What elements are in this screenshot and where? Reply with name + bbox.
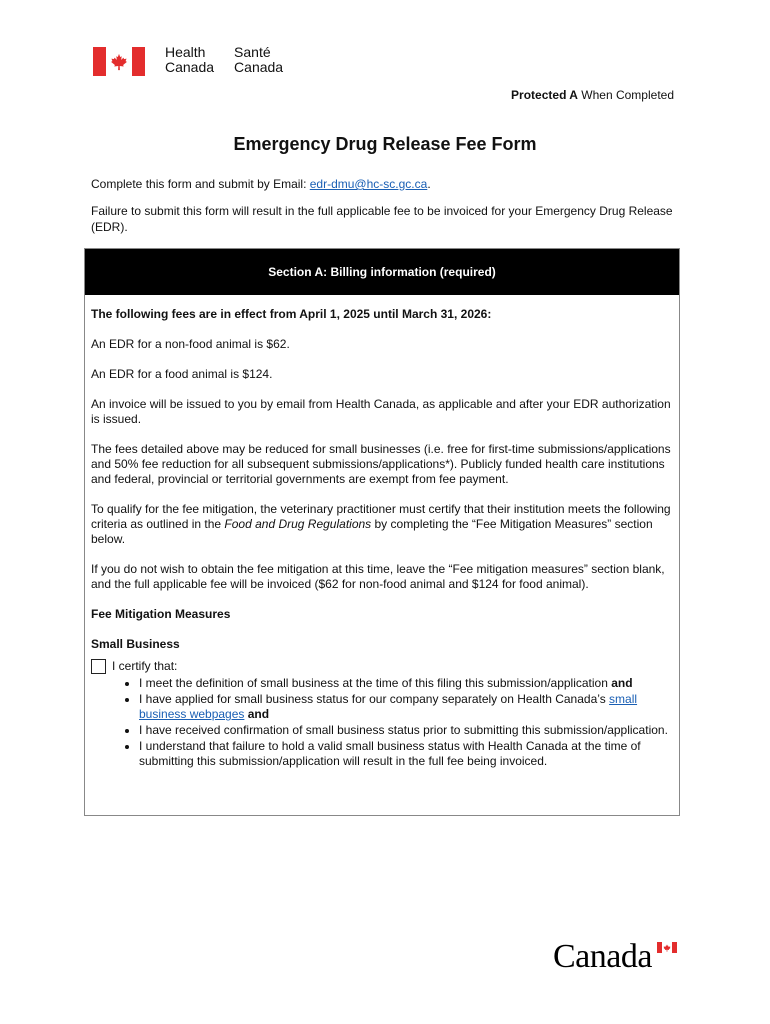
protected-status: Protected A When Completed — [511, 88, 674, 102]
small-business-heading: Small Business — [91, 637, 180, 651]
reduced-fee-notice: The fees detailed above may be reduced for small businesses (i.e. free for first-time submissions/applications and 50% fee reduction for all subsequent submissions/applications*). Publicly funded health care institutions and federal, provincial or territorial governments are exempt from fee payment. — [91, 442, 671, 486]
non-food-fee: An EDR for a non-food animal is $62. — [91, 337, 290, 351]
section-a-billing — [84, 248, 680, 816]
failure-notice: Failure to submit this form will result in the full applicable fee to be invoiced for your Emergency Drug Release (EDR). — [91, 204, 673, 234]
section-a-heading: Section A: Billing information (required) — [85, 249, 679, 295]
fees-heading: The following fees are in effect from April 1, 2025 until March 31, 2026: — [91, 307, 492, 321]
certify-list — [91, 676, 673, 769]
page-title: Emergency Drug Release Fee Form — [233, 134, 537, 154]
canada-wordmark: Canada — [553, 938, 652, 975]
email-link[interactable]: edr-dmu@hc-sc.gc.ca — [309, 177, 428, 191]
list-item: • I have received confirmation of small business status prior to submitting this submission/application. — [139, 723, 673, 738]
certify-checkbox[interactable] — [91, 659, 106, 674]
list-item: • I understand that failure to hold a valid small business status with Health Canada at the time of submitting this submission/application will result in the full fee being invoiced. — [139, 739, 673, 769]
fee-mitigation-heading: Fee Mitigation Measures — [91, 607, 231, 621]
list-item: • I meet the definition of small business at the time of this filing this submission/application and — [139, 676, 673, 691]
canada-flag-icon — [93, 47, 145, 76]
food-fee: An EDR for a food animal is $124. — [91, 367, 273, 381]
dept-name-english: Health Canada — [165, 44, 215, 75]
list-item: • I have applied for small business status for our company separately on Health Canada’s small business webpages and — [139, 692, 673, 722]
dept-name-french: Santé Canada — [234, 44, 284, 75]
invoice-notice: An invoice will be issued to you by email from Health Canada, as applicable and after your EDR authorization is issued. — [91, 397, 671, 426]
no-mitigation-notice: If you do not wish to obtain the fee mitigation at this time, leave the “Fee mitigation measures” section blank, and the full applicable fee will be invoiced ($62 for non-food animal and $124 for food animal). — [91, 562, 665, 591]
wordmark-flag-icon — [657, 942, 677, 953]
certify-row — [91, 659, 673, 674]
qualify-notice: To qualify for the fee mitigation, the veterinary practitioner must certify that their institution meets the following criteria as outlined in the Food and Drug Regulations by completing the “Fee Mitigation Measures” section below. — [91, 502, 671, 546]
small-business-link[interactable]: small business webpages — [139, 692, 638, 721]
certify-label: I certify that: — [112, 659, 178, 673]
submit-instructions: Complete this form and submit by Email: edr-dmu@hc-sc.gc.ca. — [91, 177, 431, 191]
health-canada-logo — [93, 45, 283, 76]
maple-leaf-icon — [110, 53, 128, 71]
